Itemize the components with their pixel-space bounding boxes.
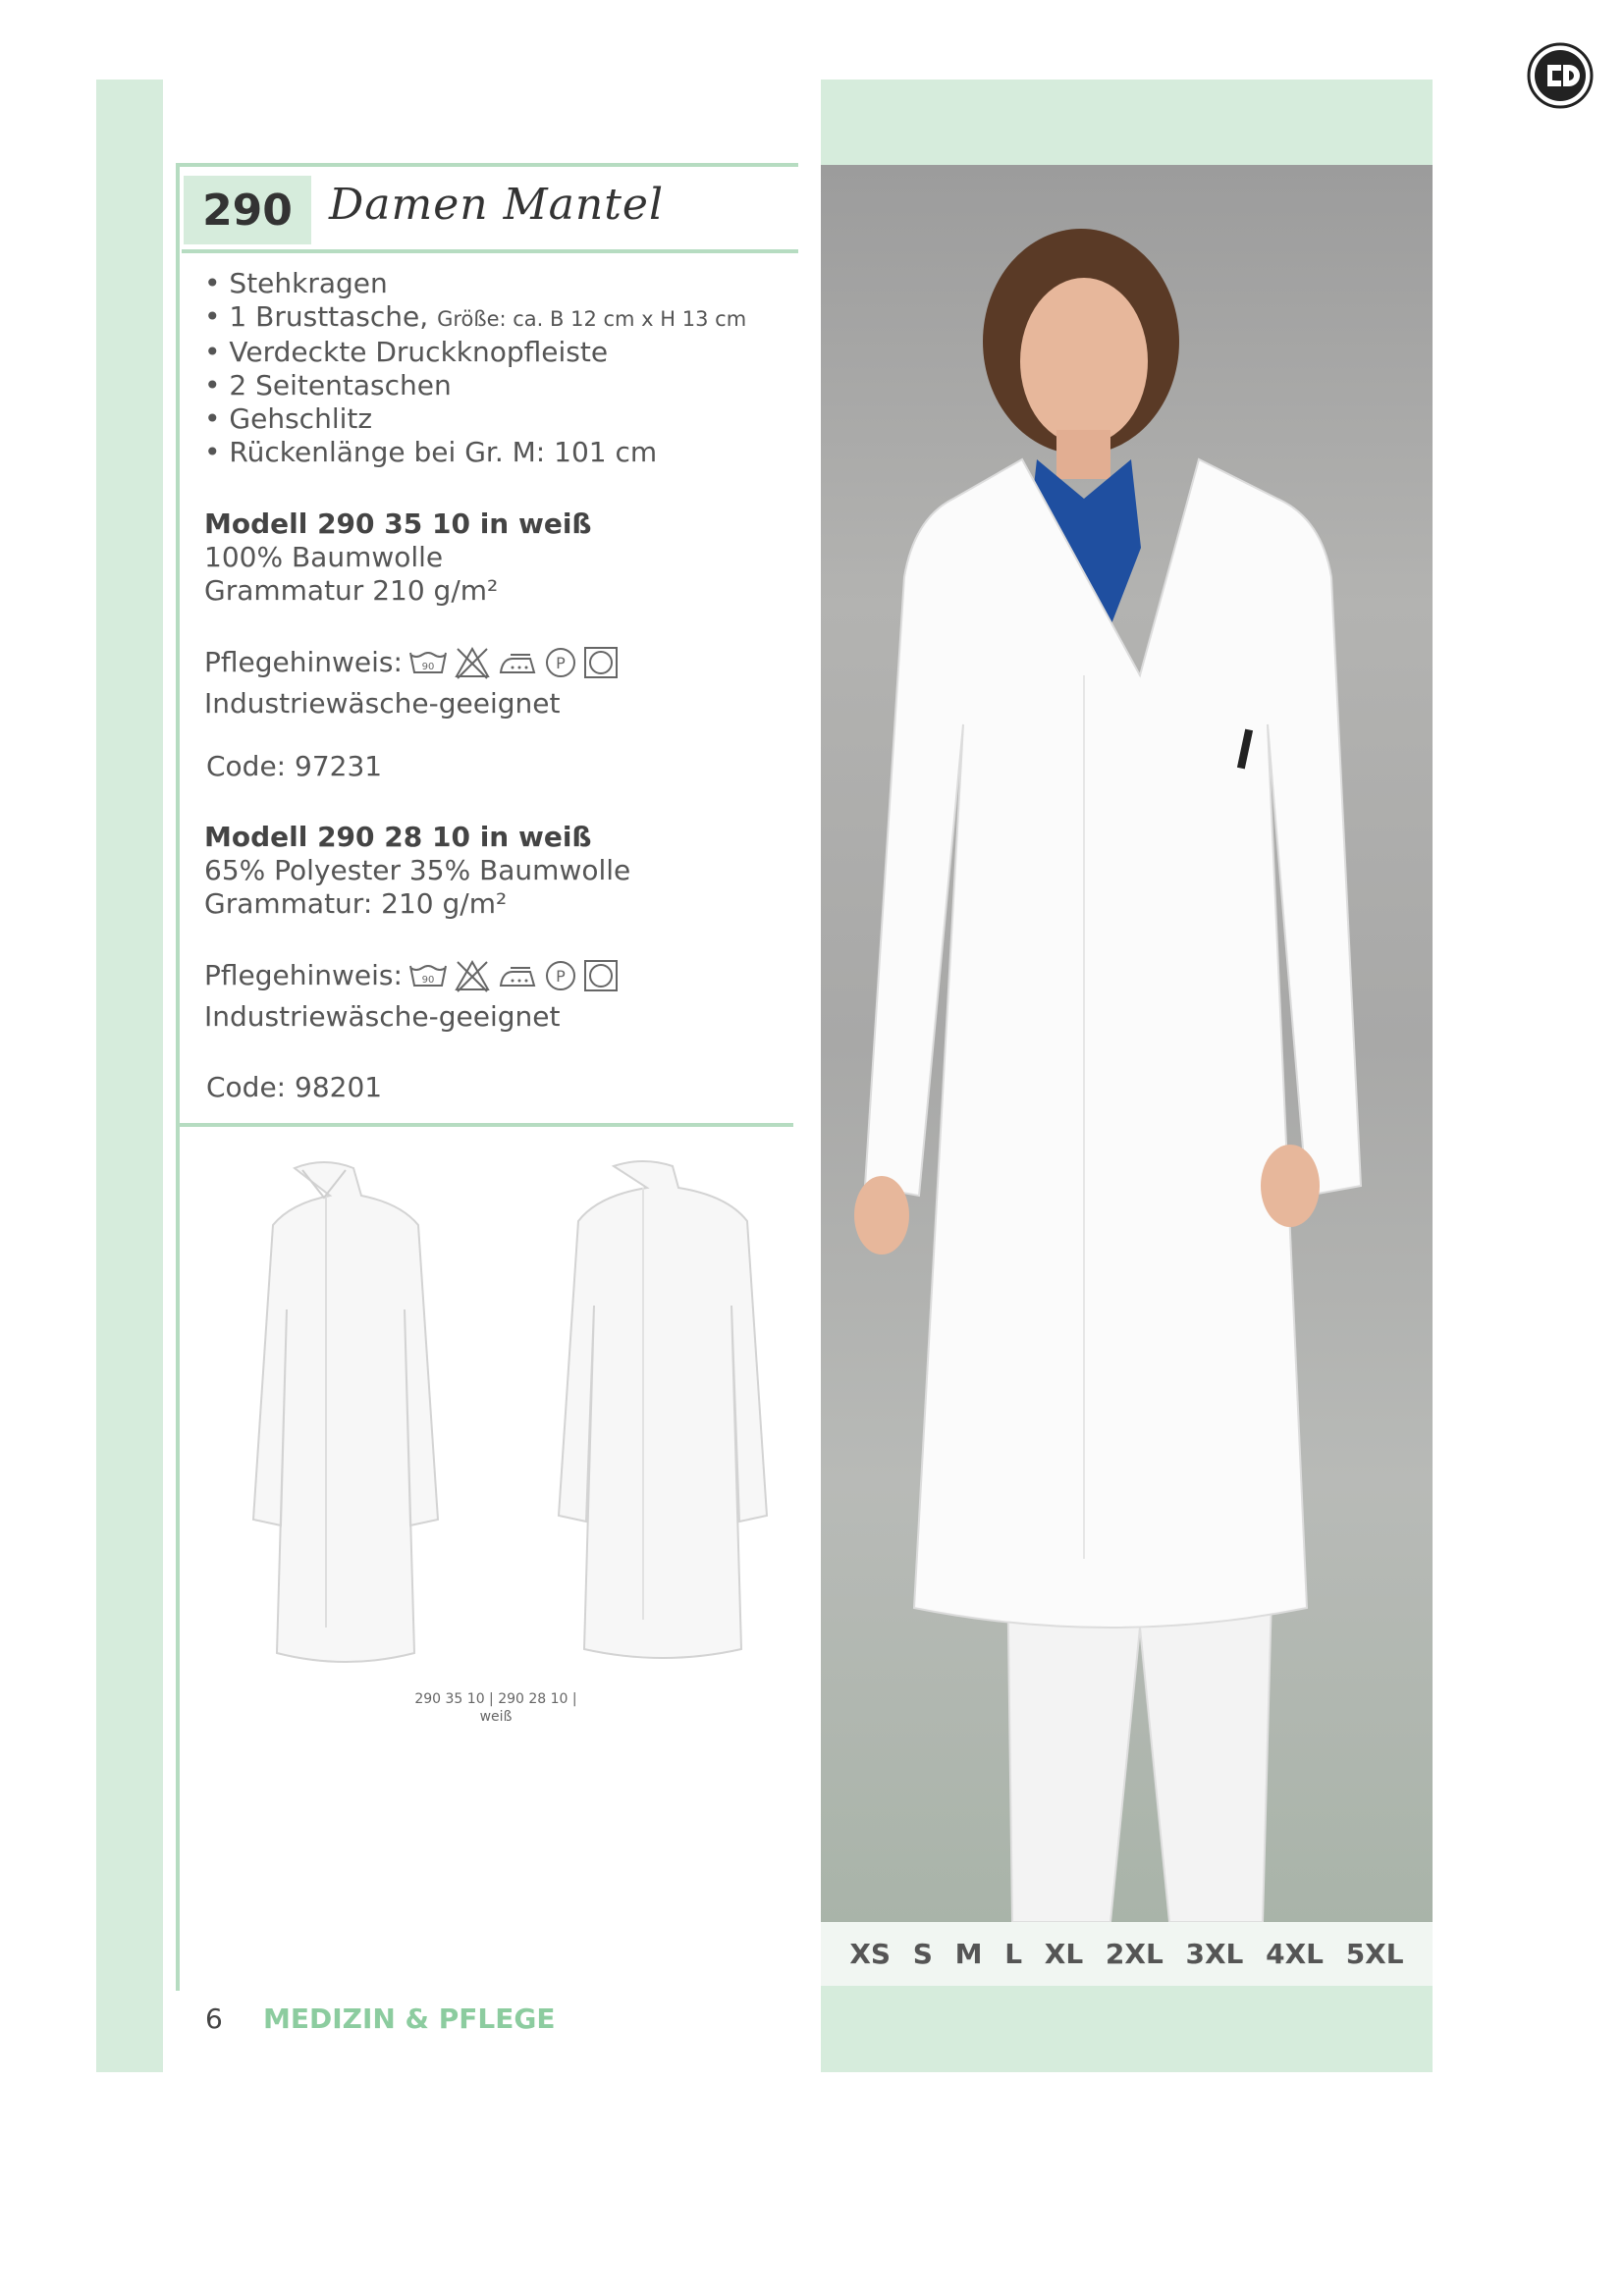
right-mint-top bbox=[821, 80, 1433, 165]
model2-material: 65% Polyester 35% Baumwolle bbox=[204, 854, 631, 886]
size-label: L bbox=[1004, 1938, 1023, 1970]
size-label: XS bbox=[849, 1938, 892, 1970]
model1-material: 100% Baumwolle bbox=[204, 541, 444, 573]
dry-clean-p-icon bbox=[544, 959, 577, 992]
size-label: XL bbox=[1044, 1938, 1084, 1970]
model-number: 290 bbox=[184, 176, 311, 244]
divider-middle bbox=[180, 1123, 793, 1127]
tumble-dry-icon bbox=[583, 646, 619, 679]
model2-industrial: Industriewäsche-geeignet bbox=[204, 1000, 561, 1033]
no-bleach-icon bbox=[454, 959, 491, 992]
left-mint-strip bbox=[96, 80, 163, 2072]
model2-code: Code: 98201 bbox=[206, 1071, 383, 1103]
model2-block bbox=[204, 821, 630, 921]
model1-code: Code: 97231 bbox=[206, 750, 383, 782]
size-label: M bbox=[954, 1938, 983, 1970]
coat-front-image bbox=[206, 1158, 491, 1683]
care-label: Pflegehinweis: bbox=[204, 646, 403, 678]
list-item: • 2 Seitentaschen bbox=[204, 369, 746, 402]
brand-logo-icon bbox=[1526, 41, 1595, 110]
iron-icon bbox=[497, 649, 538, 676]
list-item: • Stehkragen bbox=[204, 267, 746, 300]
section-title: MEDIZIN & PFLEGE bbox=[263, 2002, 556, 2035]
model2-weight: Grammatur: 210 g/m² bbox=[204, 887, 508, 920]
page-title: Damen Mantel bbox=[329, 180, 665, 230]
size-label: 3XL bbox=[1185, 1938, 1244, 1970]
divider-title bbox=[182, 249, 798, 253]
model1-weight: Grammatur 210 g/m² bbox=[204, 574, 499, 607]
model2-care bbox=[204, 959, 619, 992]
svg-text:P: P bbox=[556, 967, 566, 986]
size-label: S bbox=[912, 1938, 933, 1970]
svg-text:P: P bbox=[556, 654, 566, 672]
model1-heading: Modell 290 35 10 in weiß bbox=[204, 507, 592, 540]
care-label: Pflegehinweis: bbox=[204, 959, 403, 991]
dry-clean-p-icon bbox=[544, 646, 577, 679]
model-photo bbox=[821, 165, 1433, 1922]
list-item: • Verdeckte Druckknopfleiste bbox=[204, 336, 746, 369]
wash-90-icon bbox=[408, 649, 448, 676]
feature-list bbox=[204, 267, 746, 469]
list-item: • Gehschlitz bbox=[204, 402, 746, 436]
size-label: 5XL bbox=[1345, 1938, 1404, 1970]
size-label: 2XL bbox=[1105, 1938, 1164, 1970]
coat-back-image bbox=[506, 1158, 790, 1683]
page-number: 6 bbox=[205, 2002, 223, 2035]
wash-90-icon bbox=[408, 962, 448, 989]
model2-heading: Modell 290 28 10 in weiß bbox=[204, 821, 592, 853]
pocket-size-note: Größe: ca. B 12 cm x H 13 cm bbox=[437, 307, 747, 331]
model1-block bbox=[204, 507, 592, 608]
list-item: • Rückenlänge bei Gr. M: 101 cm bbox=[204, 436, 746, 469]
svg-text:90: 90 bbox=[421, 975, 435, 986]
divider-top bbox=[176, 163, 798, 167]
model-wearing-coat-image bbox=[821, 165, 1433, 1922]
list-item: • 1 Brusttasche, Größe: ca. B 12 cm x H 13 cm bbox=[204, 300, 746, 336]
iron-icon bbox=[497, 962, 538, 989]
tumble-dry-icon bbox=[583, 959, 619, 992]
model1-industrial: Industriewäsche-geeignet bbox=[204, 687, 561, 720]
model1-care bbox=[204, 646, 619, 679]
no-bleach-icon bbox=[454, 646, 491, 679]
right-mint-bottom bbox=[821, 1986, 1433, 2072]
divider-vertical bbox=[176, 163, 180, 1991]
size-label: 4XL bbox=[1266, 1938, 1325, 1970]
product-caption: 290 35 10 | 290 28 10 | weiß bbox=[414, 1691, 577, 1725]
size-bar bbox=[821, 1922, 1433, 1986]
svg-text:90: 90 bbox=[421, 662, 435, 672]
